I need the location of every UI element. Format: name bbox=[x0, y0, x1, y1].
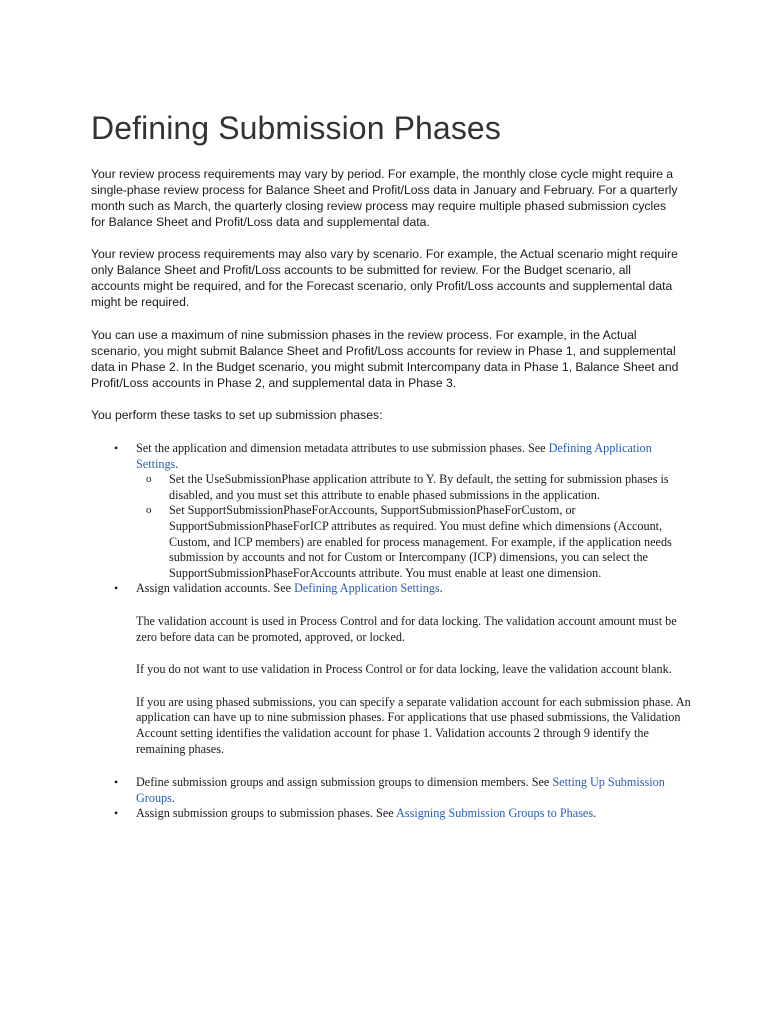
link-defining-application-settings-2[interactable]: Defining Application Settings bbox=[294, 581, 440, 596]
link-defining-application-settings[interactable]: Defining Application Settings bbox=[136, 441, 652, 471]
task-sublist bbox=[136, 472, 691, 581]
link-setting-up-submission-groups[interactable]: Setting Up Submission Groups bbox=[136, 775, 665, 805]
subtask-support-submission-phase: o Set SupportSubmissionPhaseForAccounts, SupportSubmissionPhaseForCustom, or SupportSubmissionPhaseForICP attributes as required. You must define which dimensions (Account, Custom, and ICP members) are enabled for process management. For example, if the application needs submission by accounts and not for Custom or Intercompany (ICP) dimensions, you can select the SupportSubmissionPhaseForAccounts attribute. You must enable at least one dimension. bbox=[136, 503, 691, 581]
page-title: Defining Submission Phases bbox=[91, 110, 501, 146]
validation-account-paragraph: The validation account is used in Process Control and for data locking. The validation account amount must be zero before data can be promoted, approved, or locked. bbox=[136, 613, 677, 644]
validation-blank-paragraph: If you do not want to use validation in Process Control or for data locking, leave the validation account blank. bbox=[136, 662, 672, 677]
link-assigning-submission-groups-to-phases[interactable]: Assigning Submission Groups to Phases bbox=[396, 806, 594, 821]
subtask-use-submission-phase: o Set the UseSubmissionPhase application attribute to Y. By default, the setting for submission phases is disabled, and you must set this attribute to enable phased submissions in the application. bbox=[136, 472, 691, 503]
task-item-validation-accounts: • Assign validation accounts. See Defining Application Settings. The validation account is used in Process Control and for data locking. The validation account amount must be zero before data can be promoted, approved, or locked. If you do not want to use validation in Process Control or for data locking, leave the validation account blank. If you are using phased submissions, you can specify a separate validation account for each submission phase. An application can have up to nine submission phases. For applications that use phased submissions, the Validation Account setting identifies the validation account for phase 1. Validation accounts 2 through 9 identify the remaining phases. bbox=[91, 581, 691, 775]
task-item-set-attributes: • Set the application and dimension metadata attributes to use submission phases. See Defining Application Settings. o Set the UseSubmissionPhase application attribute to Y. By default, the setting for submission phases is disabled, and you must set this attribute to enable phased submissions in the application. o Set SupportSubmissionPhaseForAccounts, SupportSubmissionPhaseForCustom, or SupportSubmissionPhaseForICP attributes as required. You must define which dimensions (Account, Custom, and ICP members) are enabled for process management. For example, if the application needs submission by accounts and not for Custom or Intercompany (ICP) dimensions, you can select the SupportSubmissionPhaseForAccounts attribute. You must enable at least one dimension. bbox=[91, 441, 691, 581]
task-item-submission-groups: • Define submission groups and assign submission groups to dimension members. See Setting Up Submission Groups. bbox=[91, 775, 691, 806]
tasks-intro: You perform these tasks to set up submission phases: bbox=[91, 408, 383, 422]
task-item-text: Set the application and dimension metadata attributes to use submission phases. See bbox=[136, 441, 549, 455]
task-item-text: Assign submission groups to submission phases. See bbox=[136, 806, 397, 821]
intro-paragraph-maximum-phases: You can use a maximum of nine submission phases in the review process. For example, in the Actual scenario, you might submit Balance Sheet and Profit/Loss accounts for review in Phase 1, and supplemental data in Phase 2. In the Budget scenario, you might submit Intercompany data in Phase 1, Balance Sheet and Profit/Loss accounts in Phase 2, and supplemental data in Phase 3. bbox=[91, 328, 679, 390]
intro-paragraph-period: Your review process requirements may vary by period. For example, the monthly close cycle might require a single-phase review process for Balance Sheet and Profit/Loss data in January and February. For a quarterly month such as March, the quarterly closing review process may require multiple phased submission cycles for Balance Sheet and Profit/Loss data and supplemental data. bbox=[91, 167, 678, 229]
intro-paragraph-scenario: Your review process requirements may also vary by scenario. For example, the Actual scenario might require only Balance Sheet and Profit/Loss accounts to be submitted for review. For the Budget scenario, all accounts might be required, and for the Forecast scenario, only Profit/Loss accounts and supplemental data might be required. bbox=[91, 247, 678, 309]
task-list bbox=[91, 441, 691, 822]
task-item-assign-groups-to-phases: • Assign submission groups to submission phases. See Assigning Submission Groups to Phases. bbox=[91, 806, 691, 822]
task-item-text: Assign validation accounts. See bbox=[136, 581, 295, 596]
phased-validation-paragraph: If you are using phased submissions, you can specify a separate validation account for each submission phase. An application can have up to nine submission phases. For applications that use phased submissions, the Validation Account setting identifies the validation account for phase 1. Validation accounts 2 through 9 identify the remaining phases. bbox=[136, 694, 691, 756]
task-item-text: Define submission groups and assign submission groups to dimension members. See bbox=[136, 775, 553, 790]
